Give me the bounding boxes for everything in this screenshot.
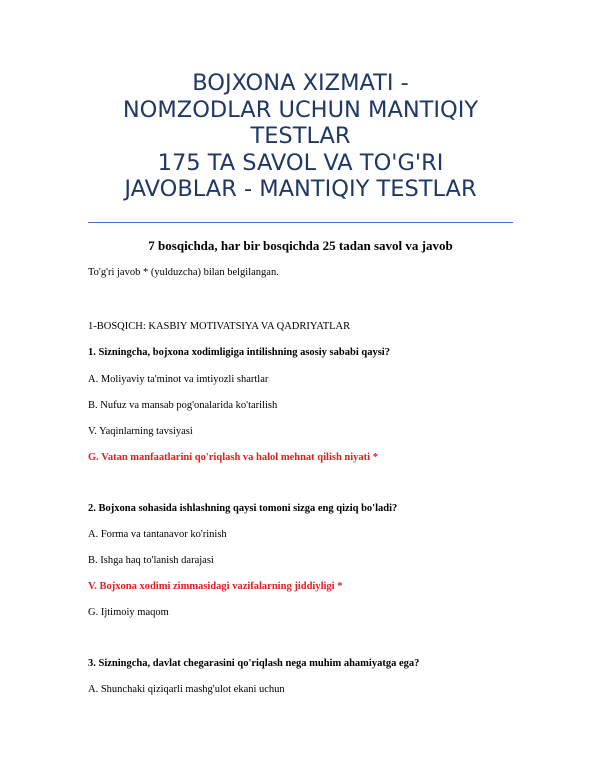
title-line: 175 TA SAVOL VA TO'G'RI bbox=[157, 149, 444, 176]
answer-option: G. Ijtimoiy maqom bbox=[88, 607, 169, 618]
title-divider bbox=[88, 222, 513, 223]
title-line: TESTLAR bbox=[250, 123, 351, 149]
correct-answer-option: G. Vatan manfaatlarini qo'riqlash va halol mehnat qilish niyati * bbox=[88, 452, 378, 463]
intro-note: To'g'ri javob * (yulduzcha) bilan belgilangan. bbox=[88, 267, 279, 278]
title-line: JAVOBLAR - MANTIQIY TESTLAR bbox=[124, 176, 477, 202]
question-3: 3. Sizningcha, davlat chegarasini qo'riqlash nega muhim ahamiyatga ega? bbox=[88, 658, 420, 669]
answer-option: A. Forma va tantanavor ko'rinish bbox=[88, 529, 227, 540]
answer-option: A. Shunchaki qiziqarli mashg'ulot ekani uchun bbox=[88, 684, 285, 695]
page-title bbox=[88, 70, 513, 203]
section-title: 1-BOSQICH: KASBIY MOTIVATSIYA VA QADRIYATLAR bbox=[88, 321, 351, 332]
title-line: BOJXONA XIZMATI - bbox=[192, 70, 409, 96]
correct-answer-option: V. Bojxona xodimi zimmasidagi vazifalarning jiddiyligi * bbox=[88, 581, 343, 592]
answer-option: B. Ishga haq to'lanish darajasi bbox=[88, 555, 214, 566]
answer-option: A. Moliyaviy ta'minot va imtiyozli shartlar bbox=[88, 374, 269, 385]
question-2: 2. Bojxona sohasida ishlashning qaysi tomoni sizga eng qiziq bo'ladi? bbox=[88, 503, 398, 514]
subtitle: 7 bosqichda, har bir bosqichda 25 tadan savol va javob bbox=[148, 238, 453, 253]
title-line: NOMZODLAR UCHUN MANTIQIY bbox=[122, 96, 479, 123]
question-1: 1. Sizningcha, bojxona xodimligiga intilishning asosiy sababi qaysi? bbox=[88, 347, 390, 358]
answer-option: B. Nufuz va mansab pog'onalarida ko'tarilish bbox=[88, 400, 278, 411]
answer-option: V. Yaqinlarning tavsiyasi bbox=[88, 426, 193, 437]
